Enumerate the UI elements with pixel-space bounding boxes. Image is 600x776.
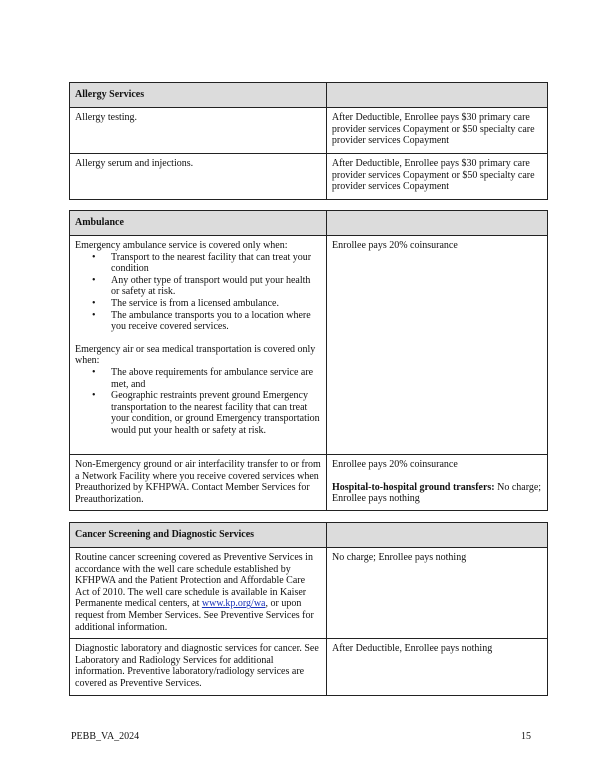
spacer (75, 333, 321, 344)
table-header-row (70, 211, 548, 236)
list-item: • The ambulance transports you to a location where you receive covered services. (111, 310, 321, 333)
cost-cell (327, 455, 548, 511)
section-title: Ambulance (70, 211, 327, 236)
cost-label-bold: Hospital-to-hospital ground transfers: (332, 481, 495, 493)
list-item: • Transport to the nearest facility that can treat your condition (111, 252, 321, 275)
table-row (70, 108, 548, 154)
list-item: • The service is from a licensed ambulance. (111, 298, 321, 310)
table-header-row (70, 83, 548, 108)
list-item: • The above requirements for ambulance service are met, and (111, 367, 321, 390)
service-text: , or upon request from Member Services. See Preventive Services for additional information. (75, 598, 314, 633)
service-cell: Allergy serum and injections. (70, 154, 327, 200)
air-sea-requirements-list (75, 367, 321, 437)
header-empty-cell (327, 211, 548, 236)
service-text: Routine cancer screening covered as Preventive Services in accordance with the well care schedule established by KFHPWA and the Patient Protection and Affordable Care Act of 2010. The well care schedule is available in Kaiser Permanente medical centers, at (75, 552, 313, 610)
header-empty-cell (326, 523, 547, 548)
cost-cell: After Deductible, Enrollee pays $30 primary care provider services Copayment or $50 specialty care provider services Copayment (326, 108, 547, 154)
list-item: • Geographic restraints prevent ground Emergency transportation to the nearest facility that can treat your condition, or ground Emergency transportation would put your health or safety at risk. (111, 390, 321, 436)
allergy-services-table (69, 82, 548, 200)
service-cell (70, 236, 327, 455)
service-cell: Diagnostic laboratory and diagnostic services for cancer. See Laboratory and Radiology Services for additional information. Preventive laboratory/radiology services are covered as Preventive Services. (70, 639, 327, 695)
section-title: Cancer Screening and Diagnostic Services (70, 523, 327, 548)
service-cell (70, 548, 327, 639)
header-empty-cell (326, 83, 547, 108)
service-intro: Emergency ambulance service is covered only when: (75, 240, 288, 251)
ambulance-table (69, 210, 548, 511)
cost-label-detail: No charge; Enrollee pays nothing (332, 481, 542, 505)
table-row (70, 154, 548, 200)
cost-cell: No charge; Enrollee pays nothing (326, 548, 547, 639)
cost-text: Enrollee pays 20% coinsurance (332, 459, 458, 470)
service-cell: Non-Emergency ground or air interfacility transfer to or from a Network Facility where you receive covered services when Preauthorized by KFHPWA. Contact Member Services for Preauthorization. (70, 455, 327, 511)
table-row (70, 639, 548, 695)
cost-cell: Enrollee pays 20% coinsurance (327, 236, 548, 455)
requirements-list (75, 252, 321, 333)
spacer (332, 471, 542, 482)
section-title: Allergy Services (70, 83, 327, 108)
table-row (70, 455, 548, 511)
service-intro-air-sea: Emergency air or sea medical transportation is covered only when: (75, 343, 316, 367)
list-item: • Any other type of transport would put your health or safety at risk. (111, 275, 321, 298)
table-row (70, 236, 548, 455)
table-row (70, 548, 548, 639)
service-cell: Allergy testing. (70, 108, 327, 154)
cost-text-transfers (332, 482, 542, 505)
kp-website-link[interactable]: www.kp.org/wa (201, 598, 266, 610)
page-number: 15 (521, 731, 531, 742)
cancer-screening-table (69, 522, 548, 696)
cost-cell: After Deductible, Enrollee pays nothing (326, 639, 547, 695)
document-id: PEBB_VA_2024 (71, 731, 140, 742)
cost-cell: After Deductible, Enrollee pays $30 primary care provider services Copayment or $50 specialty care provider services Copayment (326, 154, 547, 200)
table-header-row (70, 523, 548, 548)
